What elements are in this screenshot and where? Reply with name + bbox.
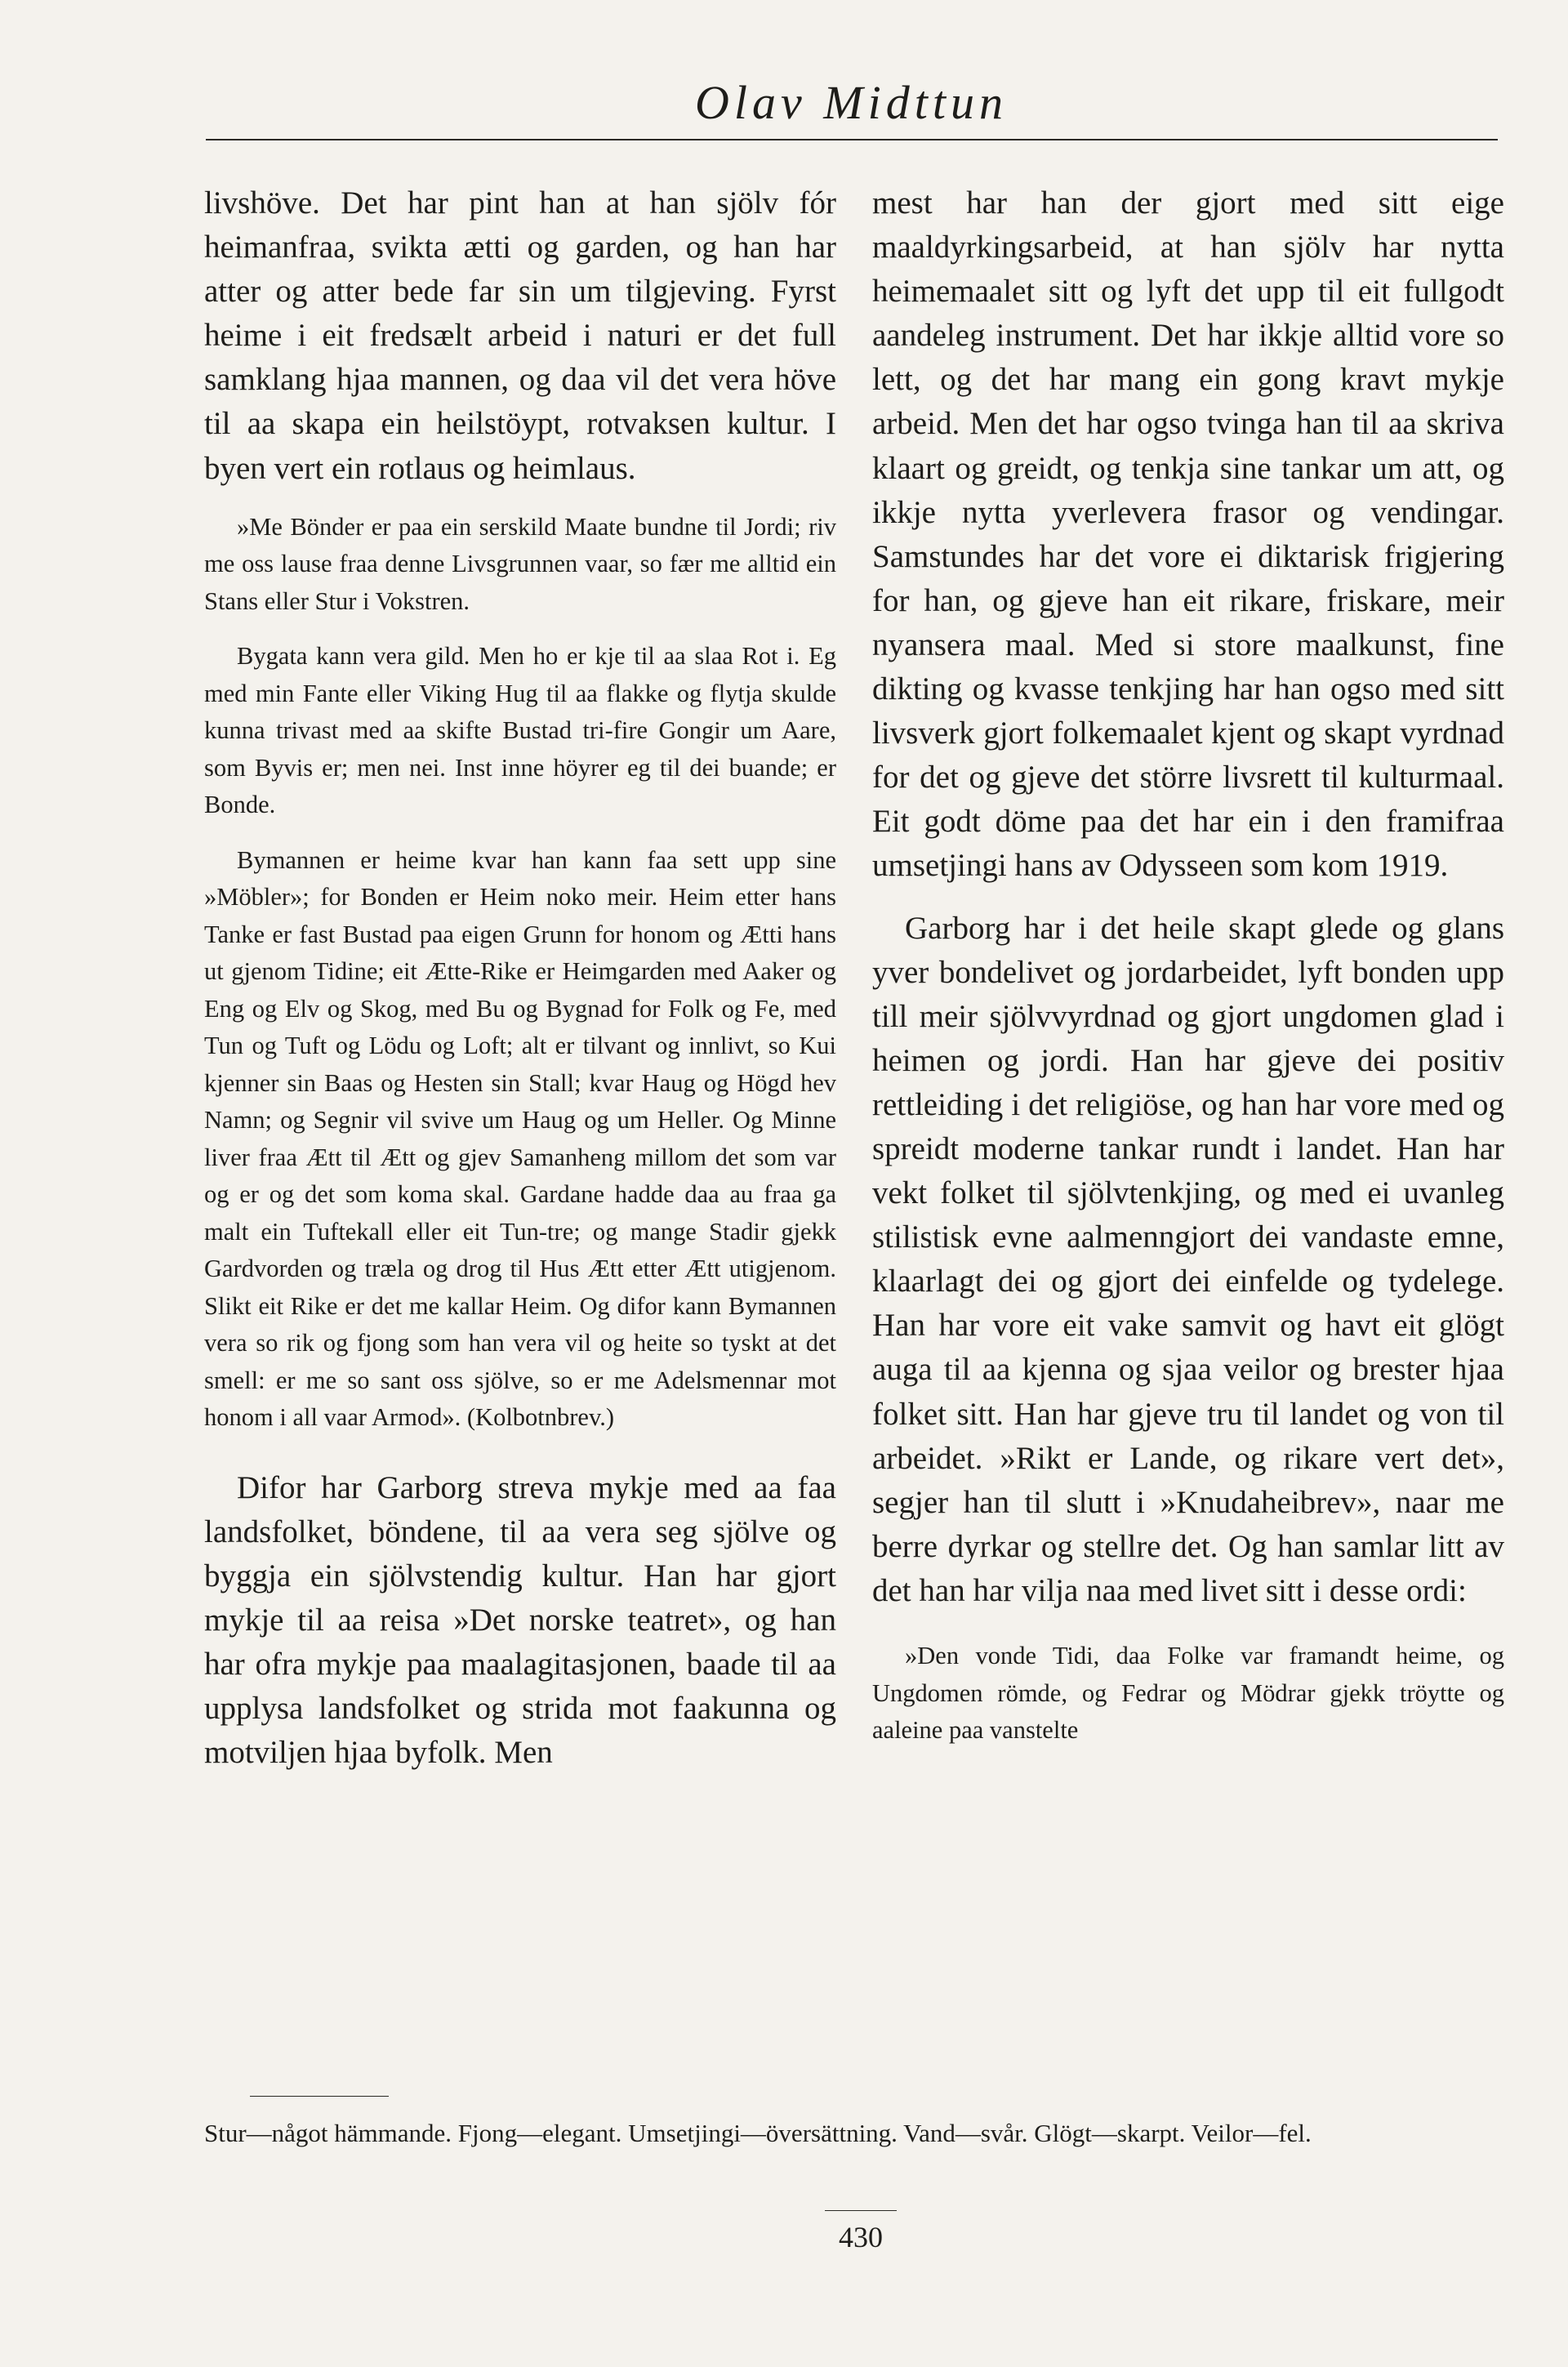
body-paragraph: livshöve. Det har pint han at han sjölv fór heimanfraa, svikta ætti og garden, og han har atter og atter bede far sin um tilgjeving. Fyrst heime i eit fredsælt arbeid i naturi er det full samklang hjaa mannen, og daa vil det vera höve til aa skapa ein heilstöypt, rotvaksen kultur. I byen vert ein rotlaus og heimlaus. [204,185,836,486]
footnote-rule [250,2096,389,2097]
right-column [872,181,1504,1750]
quote-paragraph: »Me Bönder er paa ein serskild Maate bundne til Jordi; riv me oss lause fraa denne Livsgrunnen vaar, so fær me alltid ein Stans eller Stur i Vokstren. [204,512,836,615]
quote-paragraph: Bymannen er heime kvar han kann faa sett upp sine »Möbler»; for Bonden er Heim noko meir. Heim etter hans Tanke er fast Bustad paa eigen Grunn for honom og Ætti hans ut gjenom Tidine; eit Ætte-Rike er Heimgarden med Aaker og Eng og Elv og Skog, med Bu og Bygnad for Folk og Fe, med Tun og Tuft og Lödu og Loft; alt er tilvant og innlivt, so Kui kjenner sin Baas og Hesten sin Stall; kvar Haug og Högd hev Namn; og Segnir vil svive um Haug og um Heller. Og Minne liver fraa Ætt til Ætt og gjev Samanheng millom det som var og er og det som koma skal. Gardane hadde daa au fraa ga malt ein Tuftekall eller eit Tun-tre; og mange Stadir gjekk Gardvorden og træla og drog til Hus Ætt etter Ætt utigjenom. Slikt eit Rike er det me kallar Heim. Og difor kann Bymannen vera so rik og fjong som han vera vil og heite so tyskt at det smell: er me so sant oss sjölve, so er me Adelsmennar mot honom i all vaar Armod». (Kolbotnbrev.) [204,845,836,1432]
body-paragraph: Difor har Garborg streva mykje med aa faa landsfolket, böndene, til aa vera seg sjölve og byggja ein sjölvstendig kultur. Han har gjort mykje til aa reisa »Det norske teatret», og han har ofra mykje paa maalagitasjonen, baade til aa upplysa landsfolket og strida mot faakunna og motviljen hjaa byfolk. Men [204,1469,836,1771]
running-title: Olav Midttun [695,76,1008,129]
page-number: 430 [839,2221,883,2253]
body-paragraph: mest har han der gjort med sitt eige maaldyrkingsarbeid, at han sjölv har nytta heimemaalet sitt og lyft det upp til eit fullgodt aandeleg instrument. Det har ikkje alltid vore so lett, og det har mang ein gong kravt mykje arbeid. Men det har ogso tvinga han til aa skriva klaart og greidt, og tenkja sine tankar um att, og ikkje nytta yverlevera frasor og vendingar. Samstundes har det vore ei diktarisk frigjering for han, og gjeve han eit rikare, friskare, meir nyansera maal. Med si store maalkunst, fine dikting og kvasse tenkjing har han ogso med sitt livsverk gjort folkemaalet kjent og skapt vyrdnad for det og gjeve det större livsrett til kulturmaal. Eit godt döme paa det har ein i den framifraa umsetjingi hans av Odysseen som kom 1919. [872,185,1504,884]
header-rule [206,139,1498,140]
quote-paragraph: Bygata kann vera gild. Men ho er kje til aa slaa Rot i. Eg med min Fante eller Viking Hug til aa flakke og flytja skulde kunna trivast med aa skifte Bustad tri-fire Gongir um Aare, som Byvis er; men nei. Inst inne höyrer eg til dei buande; er Bonde. [204,642,836,819]
folio-rule [825,2210,897,2211]
body-paragraph: Garborg har i det heile skapt glede og glans yver bondelivet og jordarbeidet, lyft bonden upp till meir sjölvvyrdnad og gjort ungdomen glad i heimen og jordi. Han har gjeve dei positiv rettleiding i det religiöse, og han har vore med og spreidt moderne tankar rundt i landet. Han har vekt folket til sjölvtenkjing, og med ei uvanleg stilistisk evne aalmenngjort dei vandaste emne, klaarlagt dei og gjort dei einfelde og tydelege. Han har vore eit vake samvit og havt eit glögt auga til aa kjenna og sjaa veilor og brester hjaa folket sitt. Han har gjeve tru til landet og von til arbeidet. »Rikt er Lande, og rikare vert det», segjer han til slutt i »Knudaheibrev», naar me berre dyrkar og stellre det. Og han samlar litt av det han har vilja naa med livet sitt i desse ordi: [872,910,1504,1608]
left-column [204,181,836,1775]
footnote: Stur—något hämmande. Fjong—elegant. Umsetjingi—översättning. Vand—svår. Glögt—skarpt. Veilor—fel. [204,2119,1312,2147]
quote-paragraph: »Den vonde Tidi, daa Folke var framandt heime, og Ungdomen römde, og Fedrar og Mödrar gjekk tröytte og aaleine paa vanstelte [872,1642,1504,1744]
